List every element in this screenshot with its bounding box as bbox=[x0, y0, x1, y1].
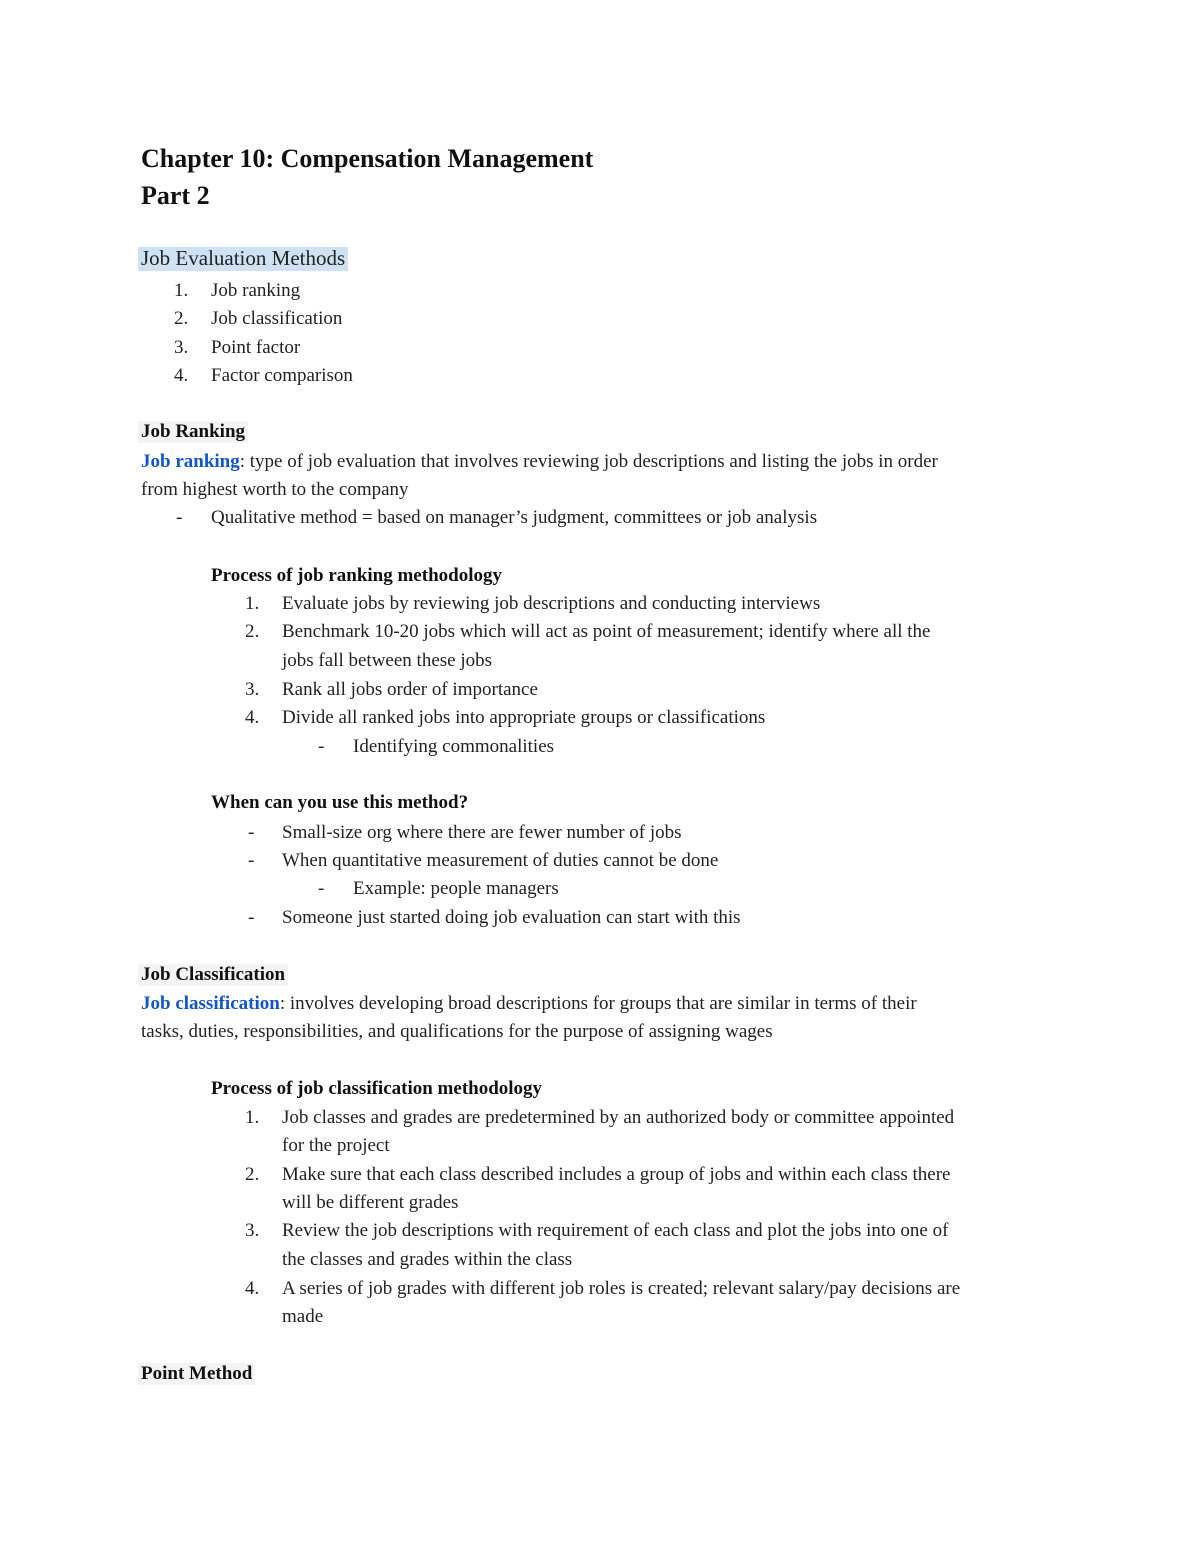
chapter-title: Chapter 10: Compensation Management bbox=[141, 144, 594, 173]
definition-text-continued: tasks, duties, responsibilities, and qualifications for the purpose of assigning wages bbox=[141, 1021, 773, 1042]
list-marker: 3. bbox=[245, 679, 260, 700]
bullet-marker: - bbox=[248, 907, 255, 928]
list-item: Job classification bbox=[211, 308, 343, 329]
list-item-continued: will be different grades bbox=[282, 1192, 459, 1213]
job-classification-term: Job classification bbox=[141, 993, 280, 1014]
bullet-item: Someone just started doing job evaluation can start with this bbox=[282, 907, 741, 928]
list-item: Point factor bbox=[211, 337, 301, 358]
list-item: Rank all jobs order of importance bbox=[282, 679, 538, 700]
definition-text: : involves developing broad descriptions for groups that are similar in terms of their bbox=[279, 993, 917, 1014]
list-item: Evaluate jobs by reviewing job descriptions and conducting interviews bbox=[282, 593, 821, 614]
point-method-heading: Point Method bbox=[138, 1363, 255, 1385]
list-marker: 2. bbox=[245, 1164, 260, 1185]
bullet-marker: - bbox=[248, 850, 255, 871]
sub-bullet-marker: - bbox=[318, 736, 325, 757]
list-marker: 2. bbox=[245, 621, 260, 642]
list-item-continued: for the project bbox=[282, 1135, 390, 1156]
definition-text-continued: from highest worth to the company bbox=[141, 479, 409, 500]
job-ranking-term: Job ranking bbox=[141, 451, 240, 472]
list-marker: 3. bbox=[245, 1220, 260, 1241]
list-item-continued: the classes and grades within the class bbox=[282, 1249, 573, 1270]
job-classification-heading: Job Classification bbox=[138, 964, 288, 986]
list-item: Benchmark 10-20 jobs which will act as point of measurement; identify where all the bbox=[282, 621, 931, 642]
bullet-item: When quantitative measurement of duties cannot be done bbox=[282, 850, 719, 871]
list-marker: 1. bbox=[174, 280, 189, 301]
sub-bullet-marker: - bbox=[318, 878, 325, 899]
list-marker: 4. bbox=[174, 365, 189, 386]
list-marker: 3. bbox=[174, 337, 189, 358]
job-ranking-heading: Job Ranking bbox=[138, 421, 248, 443]
list-item: Job classes and grades are predetermined by an authorized body or committee appointed bbox=[282, 1107, 955, 1128]
list-marker: 1. bbox=[245, 593, 260, 614]
list-item: Factor comparison bbox=[211, 365, 353, 386]
job-ranking-process-heading: Process of job ranking methodology bbox=[211, 565, 502, 586]
part-title: Part 2 bbox=[141, 181, 210, 210]
list-marker: 2. bbox=[174, 308, 189, 329]
bullet-marker: - bbox=[176, 507, 183, 528]
job-ranking-definition bbox=[141, 452, 938, 471]
sub-bullet-item: Example: people managers bbox=[353, 878, 559, 899]
sub-bullet-item: Identifying commonalities bbox=[353, 736, 555, 757]
list-item-continued: jobs fall between these jobs bbox=[282, 650, 493, 671]
job-evaluation-heading: Job Evaluation Methods bbox=[138, 247, 348, 271]
list-marker: 4. bbox=[245, 707, 260, 728]
list-item: Job ranking bbox=[211, 280, 301, 301]
list-item: Make sure that each class described includes a group of jobs and within each class there bbox=[282, 1164, 951, 1185]
list-marker: 1. bbox=[245, 1107, 260, 1128]
bullet-item: Qualitative method = based on manager’s judgment, committees or job analysis bbox=[211, 507, 818, 528]
when-to-use-heading: When can you use this method? bbox=[211, 792, 469, 813]
list-item-continued: made bbox=[282, 1306, 324, 1327]
list-item: Review the job descriptions with requirement of each class and plot the jobs into one of bbox=[282, 1220, 949, 1241]
definition-text: : type of job evaluation that involves reviewing job descriptions and listing the jobs in order bbox=[239, 451, 938, 472]
job-classification-definition bbox=[141, 994, 917, 1013]
list-item: A series of job grades with different job roles is created; relevant salary/pay decisions are bbox=[282, 1278, 961, 1299]
list-marker: 4. bbox=[245, 1278, 260, 1299]
bullet-marker: - bbox=[248, 822, 255, 843]
list-item: Divide all ranked jobs into appropriate groups or classifications bbox=[282, 707, 766, 728]
bullet-item: Small-size org where there are fewer number of jobs bbox=[282, 822, 682, 843]
job-classification-process-heading: Process of job classification methodology bbox=[211, 1078, 543, 1099]
